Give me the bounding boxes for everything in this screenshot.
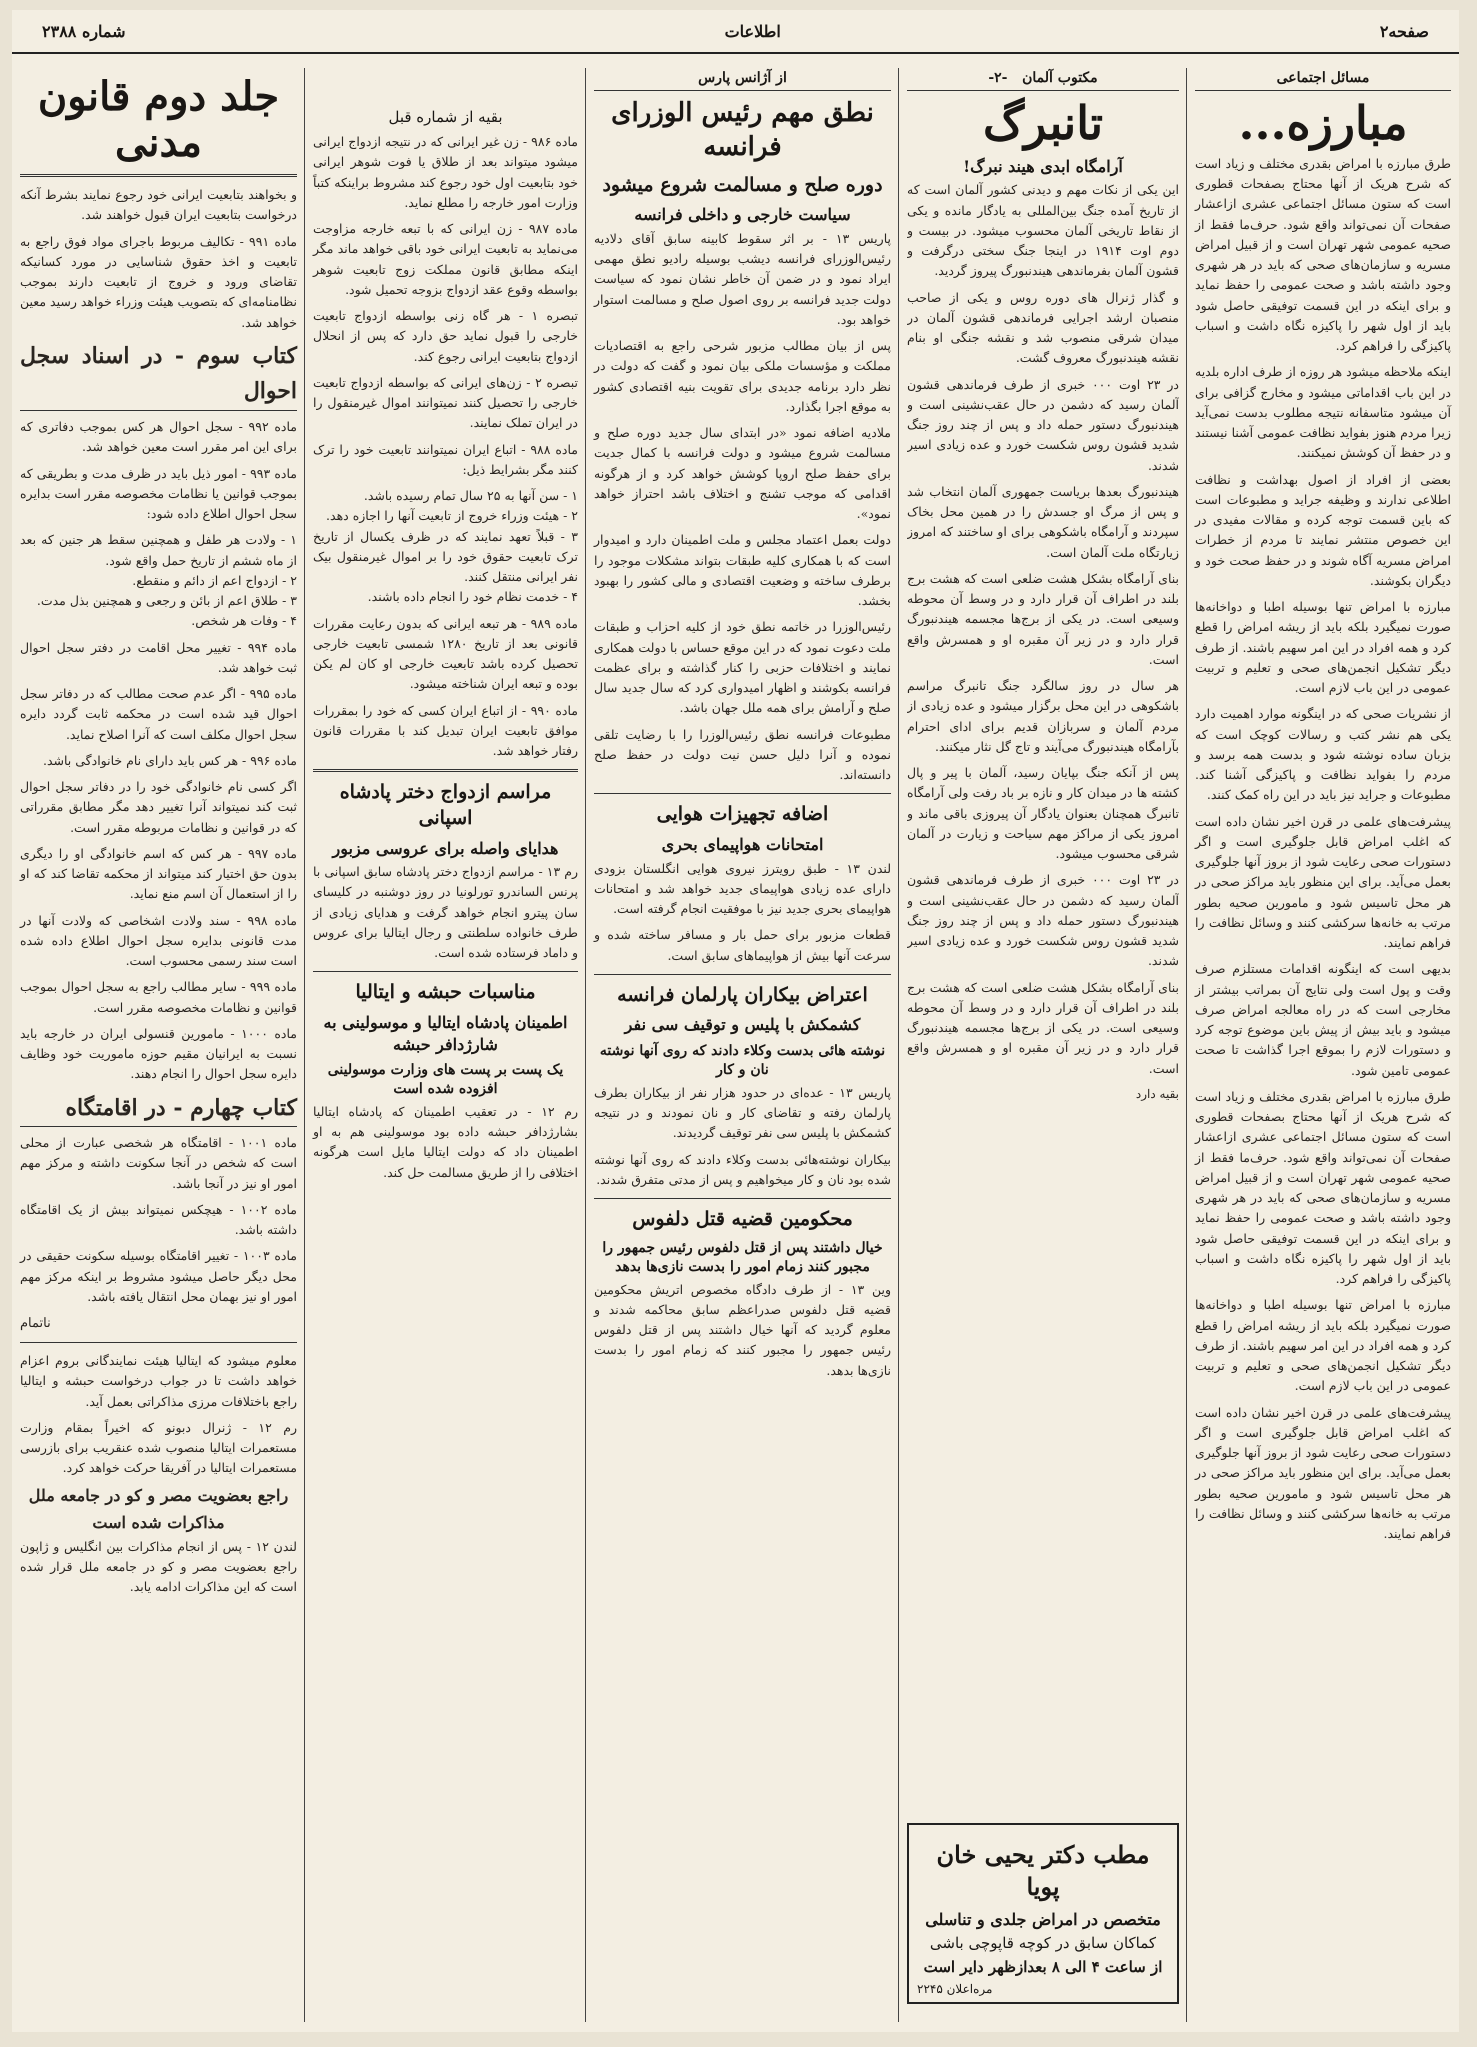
unfinished-note: ناتمام <box>20 1316 51 1332</box>
divider <box>594 974 891 975</box>
paragraph: وین ۱۳ - از طرف دادگاه مخصوص اتریش محکومین قضیه قتل دلفوس صدراعظم سابق محاکمه شدند و معلوم گردید که آنها خیال داشتند پس از قتل دلفوس رئیس جمهور را مجبور کنند که زمام امور را بدست نازی‌ها بدهد. <box>594 1281 891 1378</box>
article-body <box>594 1280 891 1381</box>
divider <box>20 1342 297 1343</box>
divider <box>313 971 578 972</box>
headline-ethiopia-italy: مناسبات حبشه و ایتالیا <box>355 981 536 1004</box>
section-label <box>907 68 1179 91</box>
paragraph: ماده ۹۸۸ - اتباع ایران نمیتوانند تابعیت خود را ترک کنند مگر بشرایط ذیل: <box>313 441 578 477</box>
paragraph: این یکی از نکات مهم و دیدنی کشور آلمان است که از تاریخ آمده جنگ بین‌المللی به یادگار مانده و یکی از نقاط تاریخی آلمان محسوب میشود. در بیست و دوم اوت ۱۹۱۴ در اینجا جنگ سختی درگرفت و قشون آلمان بفرماندهی هیندنبورگ پیروز گردید. <box>907 182 1179 279</box>
paragraph: تبصره ۱ - هر گاه زنی بواسطه ازدواج تابعیت خارجی را قبول نماید حق دارد که پس از انحلال ازدواج بتابعیت ایرانی رجوع کند. <box>313 308 578 364</box>
ad-title: مطب دکتر یحیی خان پویا <box>936 1839 1150 1902</box>
paragraph: ماده ۹۹۲ - سجل احوال هر کس بموجب دفاتری که برای این امر مقرر است معین خواهد شد. <box>20 419 297 455</box>
divider <box>594 793 891 794</box>
section-label: از آژانس پارس <box>594 68 891 91</box>
paragraph: پاریس ۱۳ - بر اثر سقوط کابینه سابق آقای دلادیه رئیس‌الوزرای فرانسه دیشب بوسیله رادیو نطق مهمی ایراد نمود و در ضمن آن خاطر نشان نمود که سیاست دولت جدید فرانسه بر روی اصول صلح و مسالمت استوار خواهد بود. <box>594 230 891 327</box>
continued-note: بقیه دارد <box>1135 1086 1179 1101</box>
page-number: صفحه۲ <box>1379 21 1429 41</box>
paragraph: پاریس ۱۳ - عده‌ای در حدود هزار نفر از بیکاران بطرف پارلمان رفته و تقاضای کار و نان نمودند و در نتیجه کشمکش با پلیس سی نفر توقیف گردیدند. <box>594 1084 891 1141</box>
headline-struggle: مبارزه... <box>1238 96 1408 150</box>
paragraph: اگر کسی نام خانوادگی خود را در دفاتر سجل احوال ثبت کند نمیتواند آنرا تغییر دهد مگر مطابق مقرراتی که در قوانین و نظامات مربوطه مقرر است. <box>20 779 297 835</box>
paragraph: ماده ۹۹۴ - تغییر محل اقامت در دفتر سجل احوال ثبت خواهد شد. <box>20 639 297 675</box>
newspaper-page <box>12 10 1459 2032</box>
paragraph: رم ۱۲ - در تعقیب اطمینان که پادشاه ایتالیا بشارژدافر حبشه داده بود موسولینی هم به او اطمینان داد که دولت ایتالیا مایل است هرگونه اختلافی را از طریق مسالمت حل کند. <box>313 1103 578 1180</box>
paragraph: پیشرفت‌های علمی در قرن اخیر نشان داده است که اغلب امراض قابل جلوگیری است و اگر دستورات صحی رعایت شود از بروز آنها جلوگیری بعمل می‌آید. برای این منظور باید مراکز صحی در هر محل تاسیس شود و مامورین صحیه بطور مرتب به خانه‌ها سرکشی کنند و وسائل نظافت را فراهم نمایند. <box>1195 1404 1451 1542</box>
ad-address: کماکان سابق در کوچه قاپوچی باشی <box>929 1934 1157 1952</box>
headline-league: راجع بعضویت مصر و کو در جامعه ملل <box>28 1485 289 1505</box>
article-body <box>594 1083 891 1190</box>
headline-spanish-princess: مراسم ازدواج دختر پادشاه اسپانی <box>339 781 552 829</box>
section-number: -۲- <box>988 70 1008 86</box>
column-pars-agency <box>586 68 899 2018</box>
headline-civil-code: جلد دوم قانون مدنی <box>37 73 280 166</box>
column-germany-letter <box>899 68 1187 2018</box>
paragraph: ماده ۹۸۶ - زن غیر ایرانی که در نتیجه ازدواج ایرانی میشود میتواند بعد از طلاق یا فوت شوهر ایرانی خود بتابعیت اول خود رجوع کند مشروط براینکه کتباً وزارت امور خارجه را مطلع نماید. <box>313 134 578 210</box>
subheadline-assurance: اطمینان پادشاه ایتالیا و موسولینی به شارژدافر حبشه <box>323 1013 568 1054</box>
ad-hours: از ساعت ۴ الی ۸ بعدازظهر دایر است <box>923 1958 1163 1976</box>
article-body <box>313 132 578 761</box>
column-civil-code-b <box>12 68 305 2018</box>
section-label-text: مکتوب آلمان <box>1022 70 1098 86</box>
paragraph: از نشریات صحی که در اینگونه موارد اهمیت دارد یکی هم نشر کتب و رسالات کوچک است که بزبان ساده نوشته شود و بدست همه برسد و مردم را بفواید نظافت و پاکیزگی آشنا کند. مطبوعات و جراید نیز باید در این راه کمک کنند. <box>1195 706 1451 803</box>
paragraph: معلوم میشود که ایتالیا هیئت نمایندگانی بروم اعزام خواهد داشت تا در جواب درخواست حبشه و ایتالیا راجع باختلافات مرزی مذاکراتی بعمل آید. <box>20 1353 297 1409</box>
article-body <box>313 1102 578 1183</box>
paragraph: دولت بعمل اعتماد مجلس و ملت اطمینان دارد و امیدوار است که با همکاری کلیه طبقات بتواند مشکلات موجود را برطرف ساخته و وضعیت اقتصادی و مالی کشور را بهبود بخشد. <box>594 532 891 609</box>
section-title: کتاب چهارم - در اقامتگاه <box>20 1091 297 1128</box>
paragraph: ماده ۹۹۹ - سایر مطالب راجع به سجل احوال بموجب قوانین و نظامات مخصوصه مقرر است. <box>20 979 298 1015</box>
headline-unemployed-protest: اعتراض بیکاران پارلمان فرانسه <box>617 983 868 1006</box>
paragraph: لندن ۱۲ - پس از انجام مذاکرات بین انگلیس و ژاپون راجع بعضویت مصر و کو در جامعه ملل قرار شده است که این مذاکرات ادامه یابد. <box>20 1538 297 1595</box>
paragraph: ماده ۱۰۰۱ - اقامتگاه هر شخصی عبارت از محلی است که شخص در آنجا سکونت داشته و مرکز مهم امور او نیز در آنجا باشد. <box>20 1135 297 1191</box>
divider <box>20 174 297 177</box>
section-label: مسائل اجتماعی <box>1195 68 1451 91</box>
subheadline: آرامگاه ابدی هیند نبرگ! <box>963 156 1123 176</box>
doctor-advertisement <box>907 1823 1179 2004</box>
paragraph: ماده ۹۹۳ - امور ذیل باید در ظرف مدت و بطریقی که بموجب قوانین یا نظامات مخصوصه مقرر است بدایره سجل احوال اطلاع داده شود: <box>20 465 297 521</box>
ad-subtitle: متخصص در امراض جلدی و تناسلی <box>925 1910 1161 1930</box>
subheadline-negotiations: مذاکرات شده است <box>92 1513 225 1533</box>
subheadline-policy: سیاست خارجی و داخلی فرانسه <box>634 205 851 225</box>
paragraph: مطبوعات فرانسه نطق رئیس‌الوزرا را با رضایت تلقی نموده و آنرا دلیل حسن نیت دولت در حفظ صلح دانسته‌اند. <box>594 726 891 783</box>
paragraph: اینکه ملاحظه میشود هر روزه از طرف اداره بلدیه در این باب اقداماتی میشود و مخارج گزافی برای آن میشود متاسفانه نتیجه مطلوب بدست نمی‌آید زیرا مردم هنوز بفواید نظافت عمومی آشنا نیستند و در حفظ آن کوشش نمیکنند. <box>1195 364 1451 461</box>
paragraph: رم ۱۳ - مراسم ازدواج دختر پادشاه سابق اسپانی با پرنس الساندرو تورلونیا در روز دوشنبه در کلیسای سان پیترو انجام خواهد گرفت و هدایای زیادی از طرف خانواده سلطنتی و رجال ایتالیا برای عروس و داماد فرستاده شده است. <box>313 864 579 961</box>
paragraph: ملادیه اضافه نمود «در ابتدای سال جدید دوره صلح و مسالمت شروع میشود و دولت فرانسه با کمال جدیت برای حفظ صلح اروپا کوشش خواهد کرد و از هرگونه اقدامی که موجب تشنج و اختلاف باشد احتراز خواهد نمود». <box>594 425 891 522</box>
paragraph: ماده ۹۹۷ - هر کس که اسم خانوادگی او را دیگری بدون حق اختیار کند میتواند از محکمه تقاضا کند که او را از استعمال آن اسم منع نماید. <box>20 845 298 902</box>
subheadline-gifts: هدایای واصله برای عروسی مزبور <box>332 838 559 858</box>
headline-tannenberg: تانبرگ <box>982 96 1104 150</box>
paragraph: بدیهی است که اینگونه اقدامات مستلزم صرف وقت و پول است ولی نتایج آن بمراتب بیشتر از مخارجی است که در راه معالجه امراض صرف میشود و باید بیش از پیش باین موضوع توجه کرد و دستورات لازم را بموقع اجرا گذاشت تا صحت عمومی تامین شود. <box>1195 961 1451 1078</box>
column-social-issues <box>1187 68 1459 2018</box>
subheadline-ministry: یک پست بر پست های وزارت مو‌سولینی افزوده شده است <box>327 1062 564 1098</box>
divider <box>594 1198 891 1199</box>
paragraph: رم ۱۲ - ژنرال دبونو که اخیراً بمقام وزارت مستعمرات ایتالیا منصوب شده عنقریب برای بازرسی مستعمرات ایتالیا در آفریقا حرکت خواهد کرد. <box>20 1419 297 1476</box>
masthead <box>12 10 1459 54</box>
paragraph: بنای آرامگاه بشکل هشت ضلعی است که هشت برج بلند در اطراف آن قرار دارد و در وسط آن محوطه وسیعی است. در یکی از برج‌ها مجسمه هیندنبورگ قرار دارد و در زیر آن مقبره او و همسرش واقع است. <box>907 979 1179 1076</box>
headline-air-equipment: اضافه تجهیزات هوایی <box>656 803 829 826</box>
article-body <box>594 229 891 786</box>
paragraph: و گذار ژنرال های دوره روس و یکی از صاحب منصبان ارشد اجرایی فرماندهی قشون آلمان در میدان شرقی منصوب شد و نقشه جنگی او بنام نقشه هیندنبورگ معروف گشت. <box>907 289 1179 366</box>
paragraph: بیکاران نوشته‌هائی بدست وکلاء دادند که روی آنها نوشته شده بود نان و کار میخواهیم و پس از مدتی متفرق شدند. <box>594 1151 891 1187</box>
issue-number: شماره ۲۳۸۸ <box>42 21 126 41</box>
paragraph: پیشرفت‌های علمی در قرن اخیر نشان داده است که اغلب امراض قابل جلوگیری است و اگر دستورات صحی رعایت شود از بروز آنها جلوگیری بعمل می‌آید. برای این منظور باید مراکز صحی در هر محل تاسیس شود و مامورین صحیه بطور مرتب به خانه‌ها سرکشی کنند و وسائل نظافت را فراهم نمایند. <box>1195 813 1451 951</box>
subheadline-bread-work: نوشته هائی بدست وکلاء دادند که روی آنها نوشته نان و کار <box>599 1043 886 1078</box>
paragraph: در ۲۳ اوت ۰۰۰ خبری از طرف فرماندهی قشون آلمان رسید که دشمن در حال عقب‌نشینی است و هیندنبورگ دستور حمله داد و پس از چند روز جنگ شدید قشون روس شکست خورد و عده زیادی اسیر شدند. <box>907 376 1179 473</box>
divider <box>313 769 578 772</box>
paragraph: ماده ۹۹۶ - هر کس باید دارای نام خانوادگی باشد. <box>42 752 297 768</box>
paragraph: قطعات مزبور برای حمل بار و مسافر ساخته شده و سرعت آنها بیش از هواپیماهای سابق است. <box>594 927 891 963</box>
paragraph: ماده ۹۸۷ - زن ایرانی که با تبعه خارجه مزاوجت می‌نماید به تابعیت ایرانی خود باقی خواهد ماند مگر اینکه مطابق قانون مملکت زوج تابعیت شوهر بواسطه وقوع عقد ازدواج بزوجه تحمیل شود. <box>313 221 578 297</box>
article-body <box>313 862 578 963</box>
paragraph: هر سال در روز سالگرد جنگ تانبرگ مراسم باشکوهی در این محل برگزار میشود و عده زیادی از مردم آلمان و سربازان قدیم برای ادای احترام بآرامگاه هیندنبورگ می‌آیند و تاج گل نثار میکنند. <box>907 678 1179 754</box>
paragraph: مبارزه با امراض تنها بوسیله اطبا و دواخانه‌ها صورت نمیگیرد بلکه باید از ریشه امراض را قطع کرد و همه افراد در این امر سهیم باشند. از طرف دیگر تشکیل انجمن‌های صحی و تعلیم و تربیت عمومی در این باب لازم است. <box>1195 1297 1451 1394</box>
paragraph: پس از بیان مطالب مزبور شرحی راجع به اقتصادیات مملکت و مؤسسات ملکی بیان نمود و گفت که دولت در نظر دارد برنامه جدیدی برای تقویت بنیه اقتصادی کشور به موقع اجرا بگذارد. <box>594 338 891 414</box>
article-body <box>20 185 297 1598</box>
paragraph: لندن ۱۳ - طبق رویترز نیروی هوایی انگلستان بزودی دارای عده زیادی هواپیمای جدید خواهد شد و امتحانات هواپیمای بحری جدید نیز با موفقیت انجام گرفته است. <box>594 860 891 917</box>
headline-peace-period: دوره صلح و مسالمت شروع میشود <box>602 173 883 196</box>
subheadline-seaplane: امتحانات هواپیمای بحری <box>661 834 824 854</box>
headline-french-pm: نطق مهم رئیس الوزرای فرانسه <box>611 98 874 162</box>
paragraph: ۱ - ولادت هر طفل و همچنین سقط هر جنین که بعد از ماه ششم از تاریخ حمل واقع شود. ۲ - ازدواج اعم از دائم و منقطع. ۳ - طلاق اعم از بائن و رجعی و همچنین بذل مدت. ۴ - وفات هر شخص. <box>20 532 297 629</box>
paragraph: ۱ - سن آنها به ۲۵ سال تمام رسیده باشد. ۲ - هیئت وزراء خروج از تابعیت آنها را اجازه دهد. ۳ - قبلاً تعهد نمایند که در ظرف یکسال از تاریخ ترک تابعیت حقوق خود را بر اموال غیرمنقول بیک نفر ایرانی منتقل کنند. ۴ - خدمت نظام خود را انجام داده باشند. <box>313 488 578 605</box>
column-civil-code-a <box>305 68 586 2018</box>
paragraph: طرق مبارزه با امراض بقدری مختلف و زیاد است که شرح هریک از آنها محتاج بصفحات قطوری است که ستون مسائل اجتماعی عشری ازاعشار صفحات آن نمی‌تواند واقع شود. حرف‌ما فقط از صحیه عمومی شهر تهران است و از قبیل امراض مسریه و سازمان‌های صحی که باید در هر شهری وجود داشته باشد و صحت عمومی را حفظ نماید و برای اینکه در این قسمت توفیقی حاصل شود باید از اول شهر را پاکیزه نگاه داشت و اسباب پاکیزگی را فراهم کرد. <box>1195 1088 1451 1287</box>
paragraph: ماده ۹۹۸ - سند ولادت اشخاصی که ولادت آنها در مدت قانونی بدایره سجل احوال اطلاع داده شده است سند رسمی محسوب است. <box>20 912 298 968</box>
paragraph: مبارزه با امراض تنها بوسیله اطبا و دواخانه‌ها صورت نمیگیرد بلکه باید از ریشه امراض را قطع کرد و همه افراد در این امر سهیم باشند. از طرف دیگر تشکیل انجمن‌های صحی و تعلیم و تربیت عمومی در این باب لازم است. <box>1195 599 1451 696</box>
article-body <box>1195 154 1451 1545</box>
paragraph: ماده ۹۹۱ - تکالیف مربوط باجرای مواد فوق راجع به تابعیت و اخذ حقوق شناسایی در مورد کسانیکه تقاضای ورود و خروج از تابعیت دارند بموجب نظامنامه‌ای که بتصویب هیئت وزراء خواهد رسید معین خواهد شد. <box>20 233 298 330</box>
paragraph: ماده ۹۸۹ - هر تبعه ایرانی که بدون رعایت مقررات قانونی بعد از تاریخ ۱۲۸۰ شمسی تابعیت خارجی تحصیل کرده باشد تابعیت خارجی او کان لم یکن بوده و تبعه ایران شناخته میشود. <box>313 615 578 692</box>
ad-reference: مره‌اعلان ۲۲۴۵ <box>917 1982 993 1996</box>
subheadline-police: کشمکش با پلیس و توقیف سی نفر <box>624 1015 861 1035</box>
paragraph: ماده ۹۹۵ - اگر عدم صحت مطالب که در دفاتر سجل احوال قید شده است در محکمه ثابت گردد دایره سجل احوال مکلف است که آنرا اصلاح نماید. <box>20 686 297 742</box>
paragraph: و بخواهند بتابعیت ایرانی خود رجوع نمایند بشرط آنکه درخواست بتابعیت ایران قبول خواهند شد. <box>20 187 297 223</box>
paragraph: ماده ۱۰۰۲ - هیچکس نمیتواند بیش از یک اقامتگاه داشته باشد. <box>20 1201 297 1238</box>
paragraph: هیندنبورگ بعدها بریاست جمهوری آلمان انتخاب شد و پس از مرگ او جسدش را در همین محل بخاک سپردند و آرامگاه باشکوهی برای او ساختند که امروز زیارتگاه ملت آلمان است. <box>907 483 1179 560</box>
paragraph: ماده ۹۹۰ - از اتباع ایران کسی که خود را بمقررات موافق تابعیت ایران تبدیل کند با مقررات قانون رفتار خواهد شد. <box>313 702 578 758</box>
subheadline-dollfuss: خیال داشتند پس از قتل دلفوس رئیس جمهور را مجبور کنند زمام امور را بدست نازی‌ها بدهد <box>602 1239 883 1275</box>
newspaper-name: اطلاعات <box>724 21 781 41</box>
paragraph: رئیس‌الوزرا در خاتمه نطق خود از کلیه احزاب و طبقات ملت دعوت نمود که در این موقع حساس با دولت همکاری نمایند و اختلافات حزبی را کنار گذاشته و برای عظمت فرانسه بکوشند و اظهار امیدواری کرد که سال جدید سال صلح و آرامش برای همه ملل جهان باشد. <box>594 619 891 716</box>
paragraph: در ۲۳ اوت ۰۰۰ خبری از طرف فرماندهی قشون آلمان رسید که دشمن در حال عقب‌نشینی است و هیندنبورگ دستور حمله داد و پس از چند روز جنگ شدید قشون روس شکست خورد و عده زیادی اسیر شدند. <box>907 872 1179 969</box>
paragraph: بعضی از افراد از اصول بهداشت و نظافت اطلاعی ندارند و وظیفه جراید و مطبوعات است که باین قسمت توجه کرده و مقالات مفیدی در این خصوص منتشر نمایند تا مردم از خطرات امراض مسریه آگاه شوند و در حفظ صحت خود و دیگران بکوشند. <box>1195 471 1451 588</box>
section-title: کتاب سوم - در اسناد سجل احوال <box>20 339 297 411</box>
article-body <box>594 859 891 966</box>
paragraph: طرق مبارزه با امراض بقدری مختلف و زیاد است که شرح هریک از آنها محتاج بصفحات قطوری است که ستون مسائل اجتماعی عشری ازاعشار صفحات آن نمی‌تواند واقع شود. حرف‌ما فقط از صحیه عمومی شهر تهران است و از قبیل امراض مسریه و سازمان‌های صحی که باید در هر شهری وجود داشته باشد و صحت عمومی را حفظ نماید و برای اینکه در این قسمت توفیقی حاصل شود باید از اول شهر را پاکیزه نگاه داشت و اسباب پاکیزگی را فراهم کرد. <box>1195 155 1451 354</box>
continued-label: بقیه از شماره قبل <box>388 108 503 126</box>
paragraph: پس از آنکه جنگ بپایان رسید، آلمان با پیر و پال کشته ها در میدان کار و نازه بر باد رفت ولی آرامگاه تانبرگ همچنان بعنوان یادگار آن پیروزی باقی ماند و امروز یکی از مراکز مهم سیاحت و زیارت در آلمان شرقی محسوب میشود. <box>907 765 1179 862</box>
article-body <box>907 180 1179 1780</box>
paragraph: تبصره ۲ - زن‌های ایرانی که بواسطه ازدواج تابعیت خارجی را تحصیل کنند نمیتوانند اموال غیرمنقول را در ایران تملک نمایند. <box>313 374 578 431</box>
paragraph: ماده ۱۰۰۳ - تغییر اقامتگاه بوسیله سکونت حقیقی در محل دیگر حاصل میشود مشروط بر اینکه مرکز مهم امور او نیز بهمان محل انتقال یافته باشد. <box>20 1248 298 1304</box>
headline-dollfuss-case: محکومین قضیه قتل دلفوس <box>632 1208 853 1231</box>
paragraph: بنای آرامگاه بشکل هشت ضلعی است که هشت برج بلند در اطراف آن قرار دارد و در وسط آن محوطه وسیعی است. در یکی از برج‌ها مجسمه هیندنبورگ قرار دارد و در زیر آن مقبره او و همسرش واقع است. <box>907 570 1179 667</box>
paragraph: ماده ۱۰۰۰ - مامورین قنسولی ایران در خارجه باید نسبت به ایرانیان مقیم حوزه ماموریت خود وظایف دایره سجل احوال را انجام دهند. <box>20 1025 298 1082</box>
